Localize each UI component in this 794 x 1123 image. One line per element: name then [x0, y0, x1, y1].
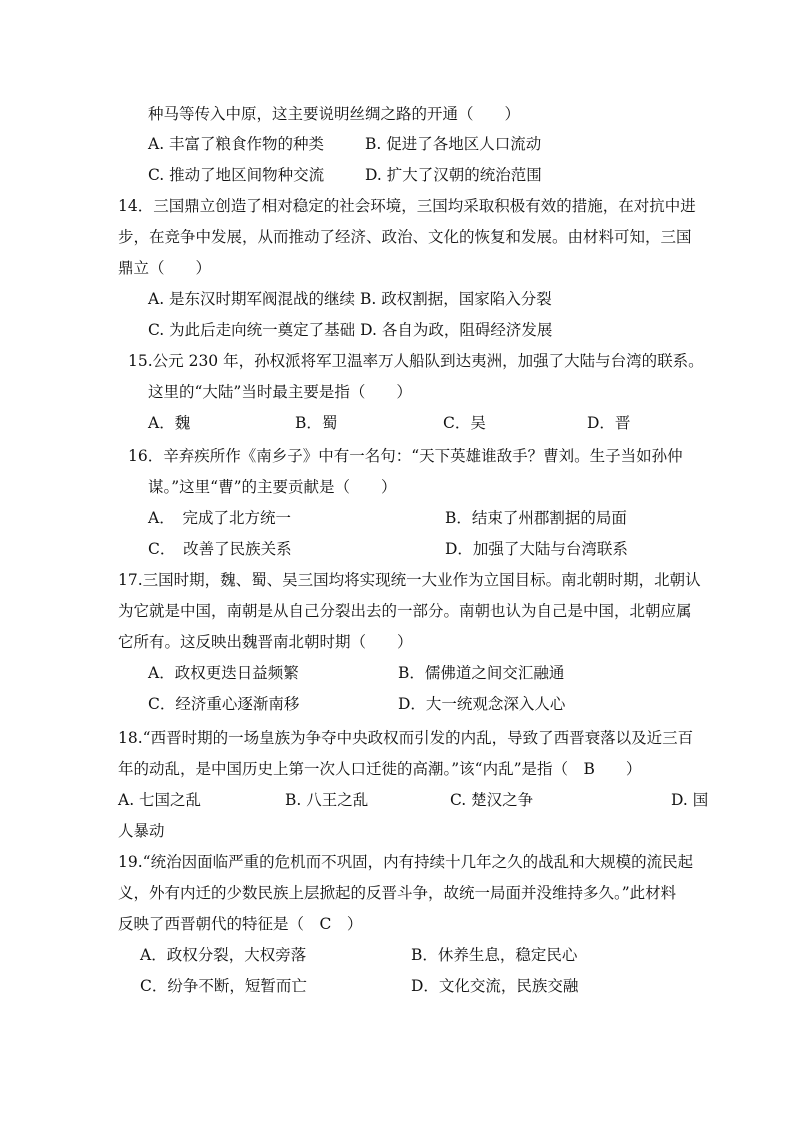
q19-option-a: A．政权分裂，大权旁落	[140, 946, 307, 964]
q15-option-a: A．魏	[148, 414, 191, 432]
q18-option-a: A. 七国之乱	[118, 791, 202, 809]
q17-stem-line-3: 它所有。这反映出魏晋南北朝时期（ ）	[118, 633, 413, 651]
q19-stem-line-1: 19.“统治因面临严重的危机而不巩固，内有持续十几年之久的战乱和大规模的流民起	[118, 853, 694, 871]
q19-stem-line-3: 反映了西晋朝代的特征是（ C ）	[118, 915, 363, 933]
q19-stem-line-2: 义，外有内迁的少数民族上层掀起的反晋斗争，故统一局面并没维持多久。”此材料	[118, 884, 677, 902]
q19-option-c: C．纷争不断，短暂而亡	[140, 977, 307, 995]
q18-option-d-wrap: 人暴动	[118, 822, 165, 840]
q14-stem-line-3: 鼎立（ ）	[118, 259, 212, 277]
q14-stem-line-1: 14．三国鼎立创造了相对稳定的社会环境，三国均采取积极有效的措施，在对抗中进	[118, 197, 696, 215]
q13-option-a: A. 丰富了粮食作物的种类	[148, 135, 325, 153]
q13-option-d: D. 扩大了汉朝的统治范围	[365, 166, 542, 184]
q15-option-d: D．晋	[587, 414, 631, 432]
q13-stem-continuation: 种马等传入中原，这主要说明丝绸之路的开通（ ）	[148, 105, 521, 123]
q16-option-a: A． 完成了北方统一	[148, 509, 291, 527]
q17-stem-line-1: 17.三国时期，魏、蜀、吴三国均将实现统一大业作为立国目标。南北朝时期，北朝认	[118, 571, 701, 589]
q16-option-d: D．加强了大陆与台湾联系	[445, 540, 628, 558]
q19-option-d: D．文化交流，民族交融	[411, 977, 579, 995]
q16-option-c: C． 改善了民族关系	[148, 540, 292, 558]
q19-option-b: B．休养生息，稳定民心	[411, 946, 578, 964]
q15-stem-line-2: 这里的“大陆”当时最主要是指（ ）	[148, 383, 412, 401]
q13-option-b: B. 促进了各地区人口流动	[365, 135, 542, 153]
q17-stem-line-2: 为它就是中国，南朝是从自己分裂出去的一部分。南朝也认为自己是中国，北朝应属	[118, 602, 692, 620]
q17-option-b: B．儒佛道之间交汇融通	[398, 664, 565, 682]
q14-options-line-2: C. 为此后走向统一奠定了基础 D. 各自为政，阻碍经济发展	[148, 321, 553, 339]
q17-option-a: A．政权更迭日益频繁	[148, 664, 299, 682]
q15-option-b: B．蜀	[295, 414, 338, 432]
q18-option-b: B. 八王之乱	[285, 791, 369, 809]
q18-stem-line-1: 18.“西晋时期的一场皇族为争夺中央政权而引发的内乱，导致了西晋衰落以及近三百	[118, 729, 694, 747]
q18-stem-line-2: 年的动乱，是中国历史上第一次人口迁徙的高潮。”该“内乱”是指（ B ）	[118, 760, 642, 778]
q15-option-c: C．吴	[443, 414, 486, 432]
q18-option-d: D. 国	[671, 791, 709, 809]
q16-stem-line-2: 谋。”这里“曹”的主要贡献是（ ）	[148, 478, 397, 496]
q17-option-c: C．经济重心逐渐南移	[148, 695, 300, 713]
q15-stem-line-1: 15.公元 230 年，孙权派将军卫温率万人船队到达夷洲，加强了大陆与台湾的联系。	[128, 352, 704, 370]
q18-option-c: C. 楚汉之争	[450, 791, 534, 809]
q17-option-d: D．大一统观念深入人心	[398, 695, 566, 713]
q14-stem-line-2: 步，在竞争中发展，从而推动了经济、政治、文化的恢复和发展。由材料可知，三国	[118, 228, 692, 246]
q13-option-c: C. 推动了地区间物种交流	[148, 166, 325, 184]
q14-options-line-1: A. 是东汉时期军阀混战的继续 B. 政权割据，国家陷入分裂	[148, 290, 552, 308]
q16-stem-line-1: 16．辛弃疾所作《南乡子》中有一名句：“天下英雄谁敌手？曹刘。生子当如孙仲	[128, 447, 683, 465]
q16-option-b: B．结束了州郡割据的局面	[445, 509, 627, 527]
